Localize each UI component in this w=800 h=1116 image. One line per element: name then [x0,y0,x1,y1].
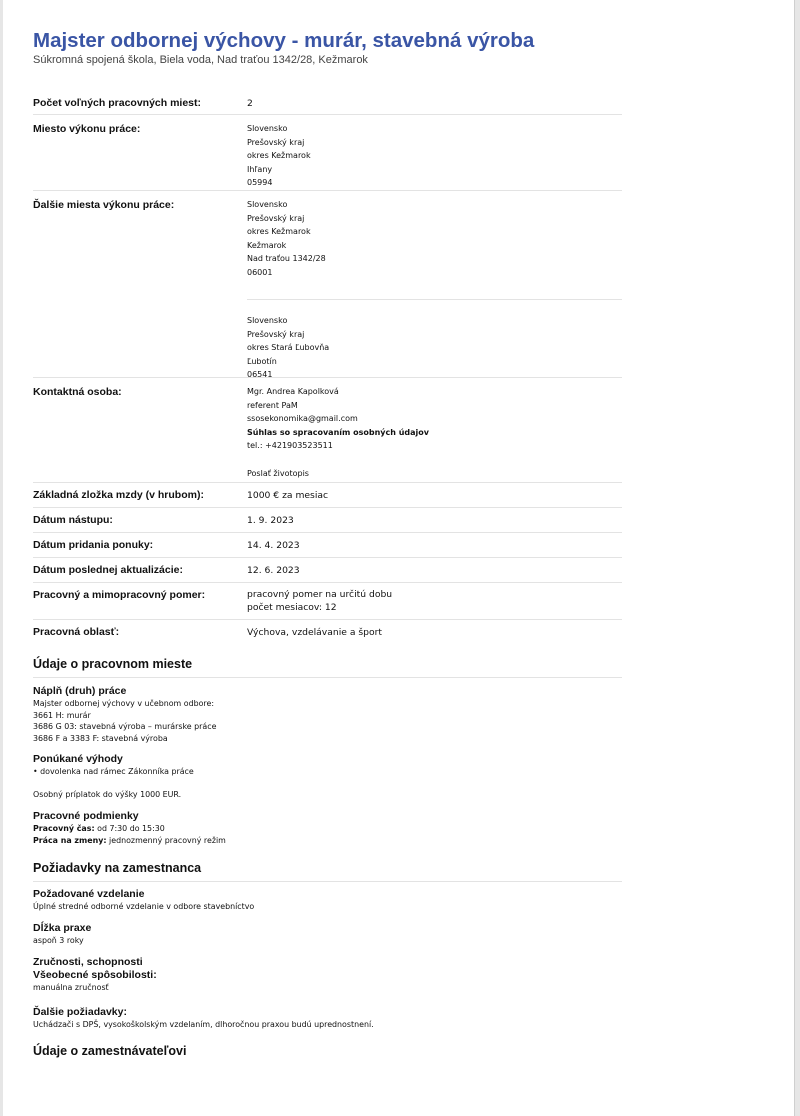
contact-email-link[interactable]: ssosekonomika@gmail.com [247,414,358,423]
address-line: Ihľany [247,164,273,174]
benefits-heading: Ponúkané výhody [33,753,123,765]
detail-value [247,583,622,619]
address-line: Prešovský kraj [247,137,305,147]
requirements-section-title: Požiadavky na zamestnanca [33,861,622,882]
address-line: Nad traťou 1342/28 [247,254,326,263]
address-line: Ľubotín [247,356,277,366]
employer-subtitle: Súkromná spojená škola, Biela voda, Nad traťou 1342/28, Kežmarok [33,54,368,66]
address-line: okres Kežmarok [247,227,311,236]
detail-value [247,191,622,377]
contact-name: Mgr. Andrea Kapolková [247,387,339,396]
detail-label: Miesto výkonu práce: [33,123,141,135]
detail-label: Pracovná oblasť: [33,626,120,638]
detail-value: 1. 9. 2023 [247,515,294,526]
job-content-line: 3686 G 03: stavebná výroba – murárske práce [33,722,217,731]
address-line: 06001 [247,267,273,277]
employer-section-title: Údaje o zamestnávateľovi [33,1044,187,1058]
detail-row-workplace [33,115,622,191]
contact-role: referent PaM [247,400,298,410]
address-line: Slovensko [247,200,288,209]
spacer [247,453,622,467]
conditions-block [33,810,622,846]
skills-value: manuálna zručnosť [33,983,109,992]
detail-row-other-workplaces [33,191,622,378]
detail-label: Kontaktná osoba: [33,386,122,398]
skills-heading: Zručnosti, schopnosti [33,956,143,968]
benefits-block [33,753,622,800]
detail-row-employment [33,583,622,620]
detail-value: Výchova, vzdelávanie a šport [247,627,382,638]
working-hours-value: od 7:30 do 15:30 [94,824,165,833]
send-cv-link[interactable]: Poslať životopis [247,468,309,478]
benefit-note: Osobný príplatok do výšky 1000 EUR. [33,789,182,799]
consent-link[interactable]: Súhlas so spracovaním osobných údajov [247,427,430,437]
detail-row-vacancies [33,94,622,115]
page-title: Majster odbornej výchovy - murár, stavebná výroba [33,29,535,52]
detail-label: Dátum nástupu: [33,514,113,526]
detail-label: Počet voľných pracovných miest: [33,97,202,109]
education-heading: Požadované vzdelanie [33,888,145,900]
detail-value: 12. 6. 2023 [247,565,300,576]
skills-block [33,956,622,994]
other-requirements-block [33,1006,622,1031]
other-requirements-heading: Ďalšie požiadavky: [33,1006,127,1018]
address-line: Kežmarok [247,240,287,250]
detail-row-added-date [33,533,622,558]
experience-heading: Dĺžka praxe [33,922,92,934]
job-content-block [33,685,622,744]
employment-months: počet mesiacov: 12 [247,602,337,613]
detail-row-salary [33,483,622,508]
address-line: okres Stará Ľubovňa [247,343,330,352]
address-line: okres Kežmarok [247,151,311,160]
detail-row-updated-date [33,558,622,583]
location-block [247,198,622,299]
shift-work [33,835,622,847]
detail-value: 14. 4. 2023 [247,540,300,551]
education-block [33,888,622,913]
job-content-line: 3661 H: murár [33,710,91,720]
experience-block [33,922,622,947]
address-line: Slovensko [247,124,288,133]
detail-value: 1000 € za mesiac [247,490,329,501]
location-block [247,299,622,389]
detail-value [247,378,622,482]
detail-label: Dátum pridania ponuky: [33,539,154,551]
general-skills-heading: Všeobecné spôsobilosti: [33,969,157,981]
education-value: Úplné stredné odborné vzdelanie v odbore stavebníctvo [33,902,255,911]
working-hours-label: Pracovný čas: [33,824,95,833]
address-line: 05994 [247,178,273,187]
detail-label: Ďalšie miesta výkonu práce: [33,199,175,211]
job-content-heading: Náplň (druh) práce [33,685,127,697]
benefit-item: • dovolenka nad rámec Zákonníka práce [33,767,194,776]
address-line: Prešovský kraj [247,213,305,223]
job-details-table [33,94,622,647]
contact-phone: tel.: +421903523511 [247,441,333,450]
employment-type: pracovný pomer na určitú dobu [247,589,393,600]
working-hours [33,823,622,835]
job-content-line: 3686 F a 3383 F: stavebná výroba [33,733,168,743]
detail-value [247,115,622,190]
detail-value: 2 [247,98,253,109]
document-page [3,0,795,1116]
address-line: 06541 [247,370,273,379]
job-content-line: Majster odbornej výchovy v učebnom odbore: [33,699,214,708]
detail-row-start-date [33,508,622,533]
shift-work-value: jednozmenný pracovný režim [106,835,226,845]
detail-label: Dátum poslednej aktualizácie: [33,564,183,576]
position-section-title: Údaje o pracovnom mieste [33,657,622,678]
header [33,30,534,66]
address-line: Slovensko [247,316,288,325]
experience-value: aspoň 3 roky [33,936,84,945]
detail-row-contact [33,378,622,483]
address-line: Prešovský kraj [247,329,305,339]
detail-row-area [33,620,622,647]
other-requirements-value: Uchádzači s DPŠ, vysokoškolským vzdelaním, dlhoročnou praxou budú uprednostnení. [33,1020,374,1029]
detail-label: Základná zložka mzdy (v hrubom): [33,489,204,501]
conditions-heading: Pracovné podmienky [33,810,139,822]
shift-work-label: Práca na zmeny: [33,835,107,845]
detail-label: Pracovný a mimopracovný pomer: [33,589,206,601]
